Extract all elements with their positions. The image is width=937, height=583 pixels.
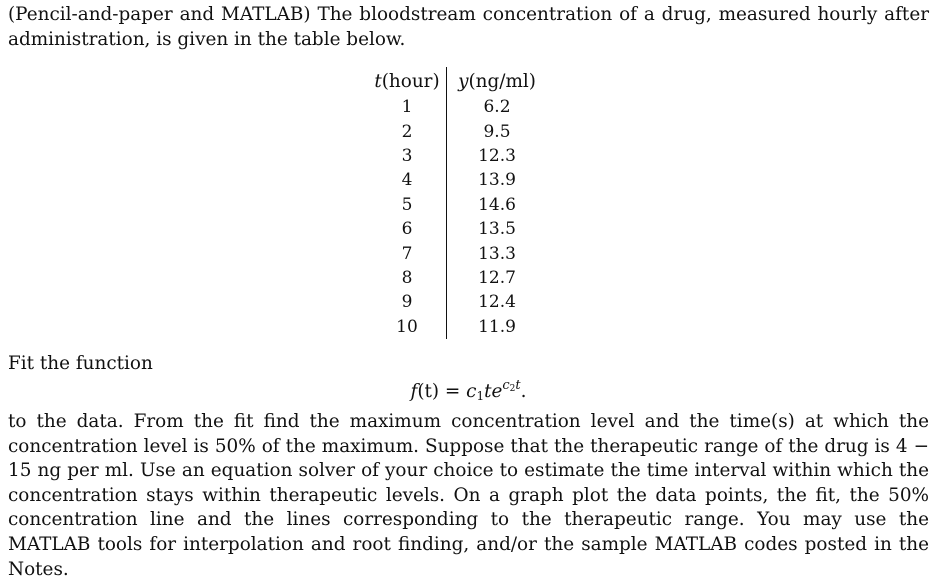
eq-coefficient: c (466, 381, 477, 402)
eq-exponent-time: t (515, 378, 521, 393)
table-header-row (368, 67, 547, 95)
table-row (368, 193, 547, 217)
concentration-cell: 12.3 (478, 145, 516, 166)
intro-paragraph: (Pencil-and-paper and MATLAB) The bloodstream concentration of a drug, measured hourly after administration, is given in the table below. (8, 4, 929, 50)
eq-function-arg: (t) = (417, 381, 467, 402)
time-cell: 6 (368, 217, 447, 241)
table-row (368, 315, 547, 339)
time-cell: 1 (368, 95, 447, 119)
eq-coefficient-subscript: 1 (476, 389, 485, 403)
eq-exp-base: e (491, 381, 503, 402)
concentration-cell: 13.5 (478, 219, 516, 240)
header-time-unit: (hour) (381, 70, 440, 92)
concentration-cell: 12.4 (478, 292, 516, 313)
table-row (368, 144, 547, 168)
time-cell: 10 (368, 315, 447, 339)
instructions-paragraph: to the data. From the fit find the maximum concentration level and the time(s) at which the concentration level is 50% of the maximum. Suppose that the therapeutic range of the drug is 4 − 15 ng per ml. Use an equation solver of your choice to estimate the time interval within which the concentration stays within therapeutic levels. On a graph plot the data points, the fit, the 50% concentration line and the lines corresponding to the therapeutic range. You may use the MATLAB tools for interpolation and root finding, and/or the sample MATLAB codes posted in the Notes. (8, 411, 929, 580)
table-row (368, 119, 547, 143)
concentration-table (368, 67, 547, 339)
eq-exponent-subscript: 2 (509, 384, 516, 394)
time-cell: 7 (368, 241, 447, 265)
concentration-cell: 6.2 (483, 97, 511, 118)
fit-lead-text: Fit the function (8, 353, 153, 374)
time-cell: 4 (368, 168, 447, 192)
concentration-cell: 13.3 (478, 243, 516, 264)
time-cell: 9 (368, 290, 447, 314)
header-concentration-var: y (458, 70, 469, 92)
concentration-cell: 12.7 (478, 267, 516, 288)
concentration-cell: 11.9 (478, 316, 516, 337)
time-cell: 5 (368, 193, 447, 217)
eq-exponent (502, 378, 520, 393)
table-row (368, 241, 547, 265)
eq-period: . (520, 381, 527, 402)
eq-exponent-coefficient: c (502, 378, 510, 393)
time-cell: 8 (368, 266, 447, 290)
table-row (368, 168, 547, 192)
time-cell: 2 (368, 119, 447, 143)
time-cell: 3 (368, 144, 447, 168)
fit-equation (0, 373, 937, 409)
table-row (368, 266, 547, 290)
table-row (368, 290, 547, 314)
concentration-cell: 14.6 (478, 194, 516, 215)
table-row (368, 95, 547, 119)
table-row (368, 217, 547, 241)
header-concentration (447, 67, 548, 95)
eq-time: t (484, 381, 492, 402)
concentration-cell: 9.5 (483, 121, 511, 142)
concentration-cell: 13.9 (478, 170, 516, 191)
header-concentration-unit: (ng/ml) (468, 70, 536, 92)
header-time-var: t (374, 70, 382, 92)
eq-function-name: f (410, 381, 418, 402)
header-time (368, 67, 447, 95)
